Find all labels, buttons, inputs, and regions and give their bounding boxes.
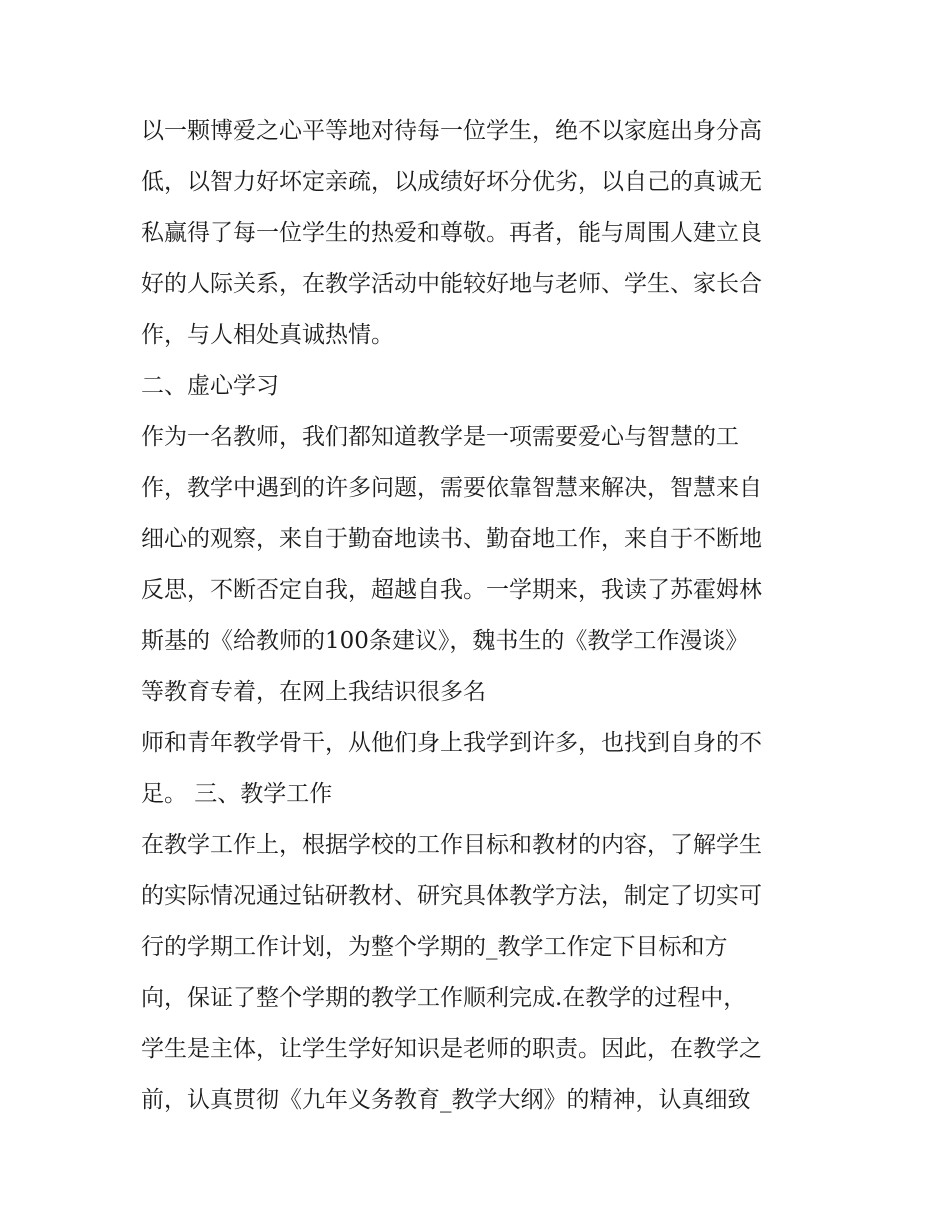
text-line: 作为一名教师，我们都知道教学是一项需要爱心与智慧的工: [141, 424, 739, 450]
section-heading-line: 足。 三、教学工作: [141, 781, 333, 807]
text-line: 低，以智力好坏定亲疏，以成绩好坏分优劣，以自己的真诚无: [141, 169, 762, 195]
text-line: 斯基的《给教师的100条建议》，魏书生的《教学工作漫谈》: [141, 628, 749, 654]
text-line: 作，与人相处真诚热情。: [141, 322, 394, 348]
text-line: 以一颗博爱之心平等地对待每一位学生，绝不以家庭出身分高: [141, 118, 762, 144]
text-line: 等教育专着，在网上我结识很多名: [141, 679, 486, 705]
text-line: 前，认真贯彻《九年义务教育_教学大纲》的精神，认真细致: [141, 1087, 751, 1113]
text-line: 在教学工作上，根据学校的工作目标和教材的内容，了解学生: [141, 832, 762, 858]
text-line: 好的人际关系，在教学活动中能较好地与老师、学生、家长合: [141, 271, 762, 297]
text-line: 私赢得了每一位学生的热爱和尊敬。再者，能与周围人建立良: [141, 220, 762, 246]
text-line: 作，教学中遇到的许多问题，需要依靠智慧来解决，智慧来自: [141, 475, 762, 501]
text-line: 细心的观察，来自于勤奋地读书、勤奋地工作，来自于不断地: [141, 526, 762, 552]
text-line: 的实际情况通过钻研教材、研究具体教学方法，制定了切实可: [141, 883, 762, 909]
text-line: 学生是主体，让学生学好知识是老师的职责。因此，在教学之: [141, 1036, 762, 1062]
document-text-body: [141, 106, 821, 1126]
text-line: 师和青年教学骨干，从他们身上我学到许多，也找到自身的不: [141, 730, 762, 756]
text-line: 行的学期工作计划，为整个学期的_教学工作定下目标和方: [141, 934, 728, 960]
text-line: 反思，不断否定自我，超越自我。一学期来，我读了苏霍姆林: [141, 577, 762, 603]
text-line: 向，保证了整个学期的教学工作顺利完成.在教学的过程中，: [141, 985, 747, 1011]
section-heading: 二、虚心学习: [141, 373, 279, 399]
